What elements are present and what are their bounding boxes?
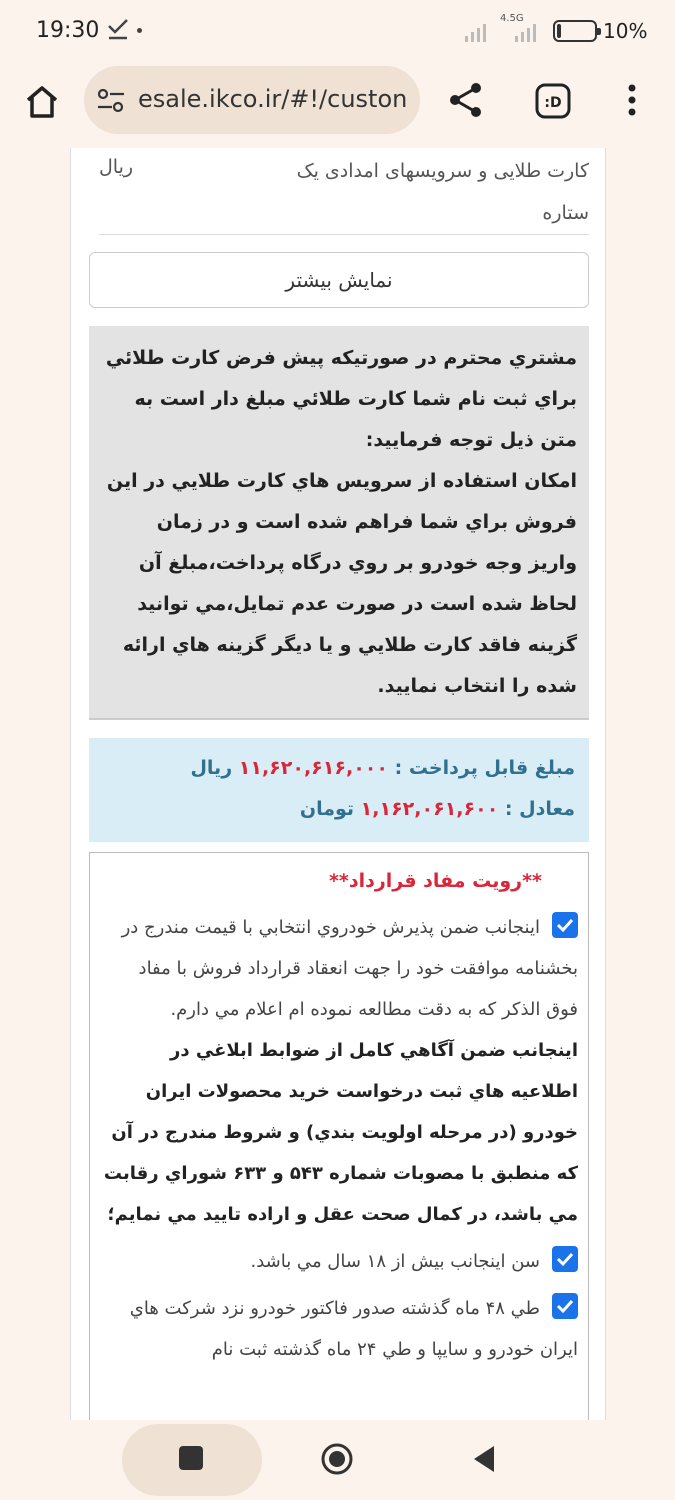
back-icon[interactable] [470,1444,498,1474]
notice-body: امکان استفاده از سرويس هاي کارت طلايي در اين فروش براي شما فراهم شده است و در زمان واريز وجه خودرو بر روي درگاه پرداخت،مبلغ آن لحاظ شده است در صورت عدم تمايل،مي توانيد گزينه فاقد کارت طلايي و يا ديگر گزينه هاي ارائه شده را انتخاب نماييد. [106,470,577,697]
share-icon[interactable] [446,80,486,120]
browser-toolbar [0,62,675,148]
web-page [70,148,606,1420]
agree-text: اينجانب ضمن پذيرش خودروي انتخابي با قيمت مندرج در بخشنامه موافقت خود را جهت انعقاد قرارداد فروش با مفاد فوق الذکر که به دقت مطالعه نموده ام اعلام مي دارم. [121,917,578,1020]
toman-unit: تومان [299,798,355,820]
agree-checkbox[interactable] [552,912,578,938]
home-button-icon[interactable] [320,1442,354,1476]
rial-unit: ريال [190,757,233,779]
notice-intro: مشتري محترم در صورتيکه پيش فرض کارت طلائي براي ثبت نام شما کارت طلائي مبلغ دار است به متن ذيل توجه فرماييد: [105,347,577,451]
navigation-bar [0,1420,675,1500]
feature-row [99,148,589,235]
check-icon [555,1296,575,1316]
clock: 19:30 [36,18,100,43]
recents-icon [179,1446,203,1470]
check-icon [555,915,575,935]
payment-label: مبلغ قابل پرداخت : [394,757,575,779]
extension-icon[interactable] [534,82,572,120]
invoice-checkbox[interactable] [552,1293,578,1319]
declaration-text: اينجانب ضمن آگاهي کامل از ضوابط ابلاغي در اطلاعيه هاي ثبت درخواست خريد محصولات ايران خودرو (در مرحله اولويت بندي) و شروط مندرج در آن که منطبق با مصوبات شماره ۵۴۳ و ۶۳۳ شوراي رقابت مي باشد، در کمال صحت عقل و اراده تاييد مي نمايم؛ [103,1040,578,1225]
battery-percent: 10% [603,19,648,43]
age-checkbox[interactable] [552,1246,578,1272]
amount-rial: ۱۱,۶۲۰,۶۱۶,۰۰۰ [238,757,388,779]
network-type: 4.5G [500,13,524,24]
invoice-text: طي ۴۸ ماه گذشته صدور فاکتور خودرو نزد شرکت هاي ايران خودرو و سايپا و طي ۲۴ ماه گذشته ثبت نام [129,1298,578,1360]
url-text[interactable]: esale.ikco.ir/#!/custon [138,85,408,113]
amount-toman: ۱,۱۶۲,۰۶۱,۶۰۰ [360,798,499,820]
check-icon [555,1249,575,1269]
feature-price: ریال [99,156,134,178]
svg-text::D: :D [544,95,562,111]
home-icon[interactable] [22,82,62,122]
notification-dot-icon [137,28,142,33]
feature-label: کارت طلایی و سرویسهای امدادی یک ستاره [296,160,589,224]
invoice-row [102,1288,578,1370]
overflow-menu-icon[interactable] [620,80,644,120]
battery-icon [553,20,597,42]
address-bar[interactable] [84,66,420,134]
agree-row [102,907,578,1030]
contract-section [89,852,589,1420]
download-done-icon [106,16,130,42]
age-text: سن اينجانب بيش از ۱۸ سال مي باشد. [250,1251,540,1272]
status-bar [0,0,675,62]
golden-card-notice [89,326,589,720]
show-more-button[interactable]: نمایش بیشتر [89,252,589,308]
equal-label: معادل : [504,798,575,820]
age-row [102,1241,578,1282]
contract-title: **رويت مفاد قرارداد** [328,870,542,892]
site-settings-icon[interactable] [96,88,126,114]
payment-amount-box [89,738,589,842]
